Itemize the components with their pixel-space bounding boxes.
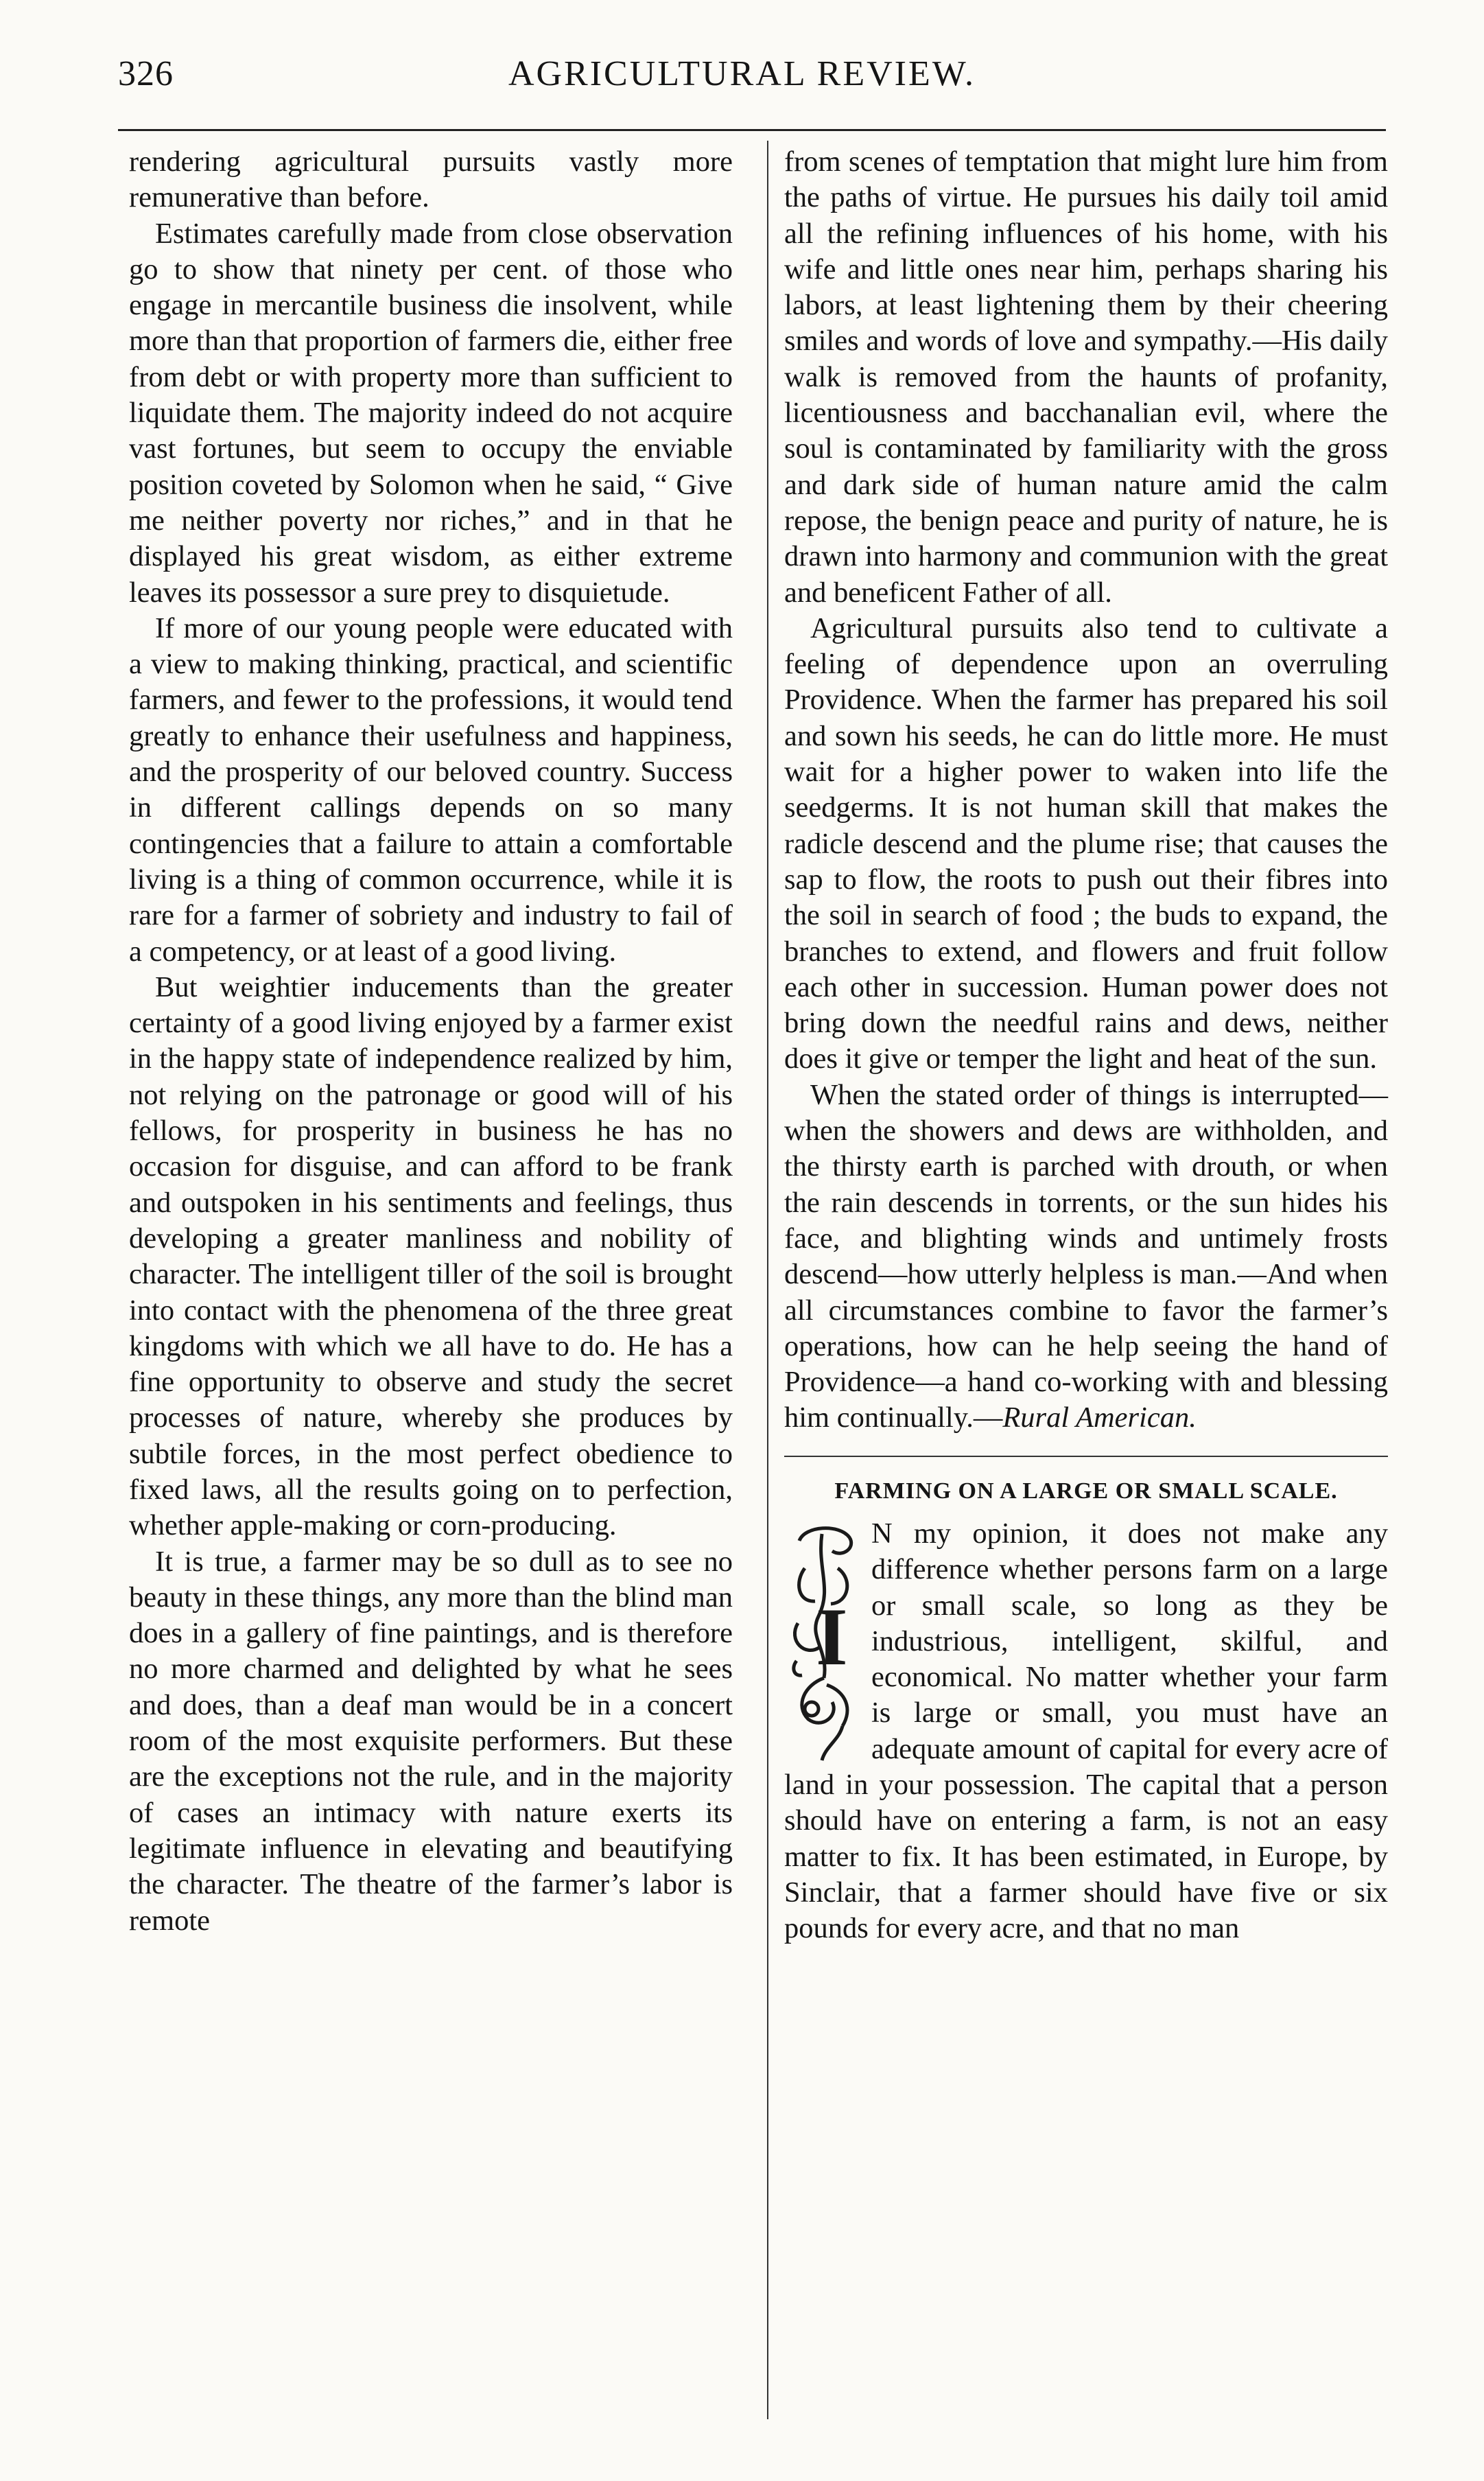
column-divider	[767, 141, 768, 2419]
citation-rural-american: Rural American.	[1002, 1401, 1197, 1434]
dropcap-letter: I	[816, 1590, 848, 1682]
left-paragraph-5: It is true, a farmer may be so dull as to see no beauty in these things, any more than the blind man does in a gallery of fine paintings, and is therefore no more charmed and delighted by what he sees and does, than a deaf man would be in a concert room of the most exquisite performers. But these are the exceptions not the rule, and in the majority of cases an intimacy with nature exerts its legitimate influence in elevating and beautifying the character. The theatre of the farmer’s labor is remote	[129, 1545, 733, 1937]
left-paragraph-3: If more of our young people were educated with a view to making thinking, practical, and scientific farmers, and fewer to the professions, it would tend greatly to enhance their usefulness and happiness, and the prosperity of our beloved country. Success in different callings depends on so many contingencies that a failure to attain a comfortable living is a thing of common occurrence, while it is rare for a farmer of sobriety and industry to fail of a competency, or at least of a good living.	[129, 611, 733, 968]
right-paragraph-4: N my opinion, it does not make any difference whether persons farm on a large or small scale, so long as they be industrious, intelligent, skilful, and economical. No matter whether your farm is large or small, you must have an adequate amount of capital for every acre of land in your possession. The capital that a person should have on entering a farm, is not an easy matter to fix. It has been estimated, in Europe, by Sinclair, that a farmer should have five or six pounds for every acre, and that no man	[784, 1517, 1388, 1945]
section-rule	[784, 1456, 1388, 1457]
page-number: 326	[118, 54, 174, 93]
right-paragraph-3-text: When the stated order of things is interrupted—when the showers and dews are withholden, and the thirsty earth is parched with drouth, or when the rain descends in torrents, or the sun hides his face, and blighting winds and untimely frosts descend—how utterly helpless is man.—And when all circumstances combine to favor the farmer’s operations, how can he help seeing the hand of Providence—a hand co-working with and blessing him continually.—	[784, 1078, 1388, 1434]
header-rule	[118, 129, 1386, 131]
left-paragraph-4: But weightier inducements than the greater certainty of a good living enjoyed by a farmer exist in the happy state of independence realized by him, not relying on the patronage or good will of his fellows, for prosperity in business he has no occasion for disguise, and can afford to be frank and outspoken in his sentiments and feelings, thus developing a greater manliness and nobility of character. The intelligent tiller of the soil is brought into contact with the phenomena of the three great kingdoms with which we all have to do. He has a fine opportunity to observe and study the secret processes of nature, whereby she produces by subtile forces, in the most perfect obedience to fixed laws, all the results going on to perfection, whether apple-making or corn-producing.	[129, 970, 733, 1542]
running-title: AGRICULTURAL REVIEW.	[508, 54, 976, 93]
left-paragraph-2: Estimates carefully made from close observation go to show that ninety per cent. of those who engage in mercantile business die insolvent, while more than that proportion of farmers die, either free from debt or with property more than sufficient to liquidate them. The majority indeed do not acquire vast fortunes, but seem to occupy the enviable position coveted by Solomon when he said, “ Give me neither poverty nor riches,” and in that he displayed his great wisdom, as either extreme leaves its possessor a sure prey to disquietude.	[129, 217, 733, 609]
right-paragraph-3	[784, 1078, 1388, 1436]
right-paragraph-2: Agricultural pursuits also tend to cultivate a feeling of dependence upon an overruling Providence. When the farmer has prepared his soil and sown his seeds, he can do little more. He must wait for a higher power to waken into life the seedgerms. It is not human skill that makes the radicle descend and the plume rise; that causes the sap to flow, the roots to push out their fibres into the soil in search of food ; the buds to expand, the branches to extend, and flowers and fruit follow each other in succession. Human power does not bring down the needful rains and dews, neither does it give or temper the light and heat of the sun.	[784, 611, 1388, 1075]
right-column	[784, 144, 1388, 1947]
left-column	[129, 144, 733, 1939]
ornamental-initial-graphic	[784, 1520, 863, 1767]
ornamental-initial-i	[784, 1520, 863, 1767]
right-paragraph-1: from scenes of temptation that might lure him from the paths of virtue. He pursues his daily toil amid all the refining influences of his home, with his wife and little ones near him, perhaps sharing his labors, at least lightening them by their cheering smiles and words of love and sympathy.—His daily walk is removed from the haunts of profanity, licentiousness and bacchanalian evil, where the soul is contaminated by familiarity with the gross and dark side of human nature amid the calm repose, the benign peace and purity of nature, he is drawn into harmony and communion with the great and beneficent Father of all.	[784, 145, 1388, 609]
section-title: FARMING ON A LARGE OR SMALL SCALE.	[834, 1478, 1338, 1504]
left-paragraph-1: rendering agricultural pursuits vastly more remunerative than before.	[129, 145, 733, 214]
